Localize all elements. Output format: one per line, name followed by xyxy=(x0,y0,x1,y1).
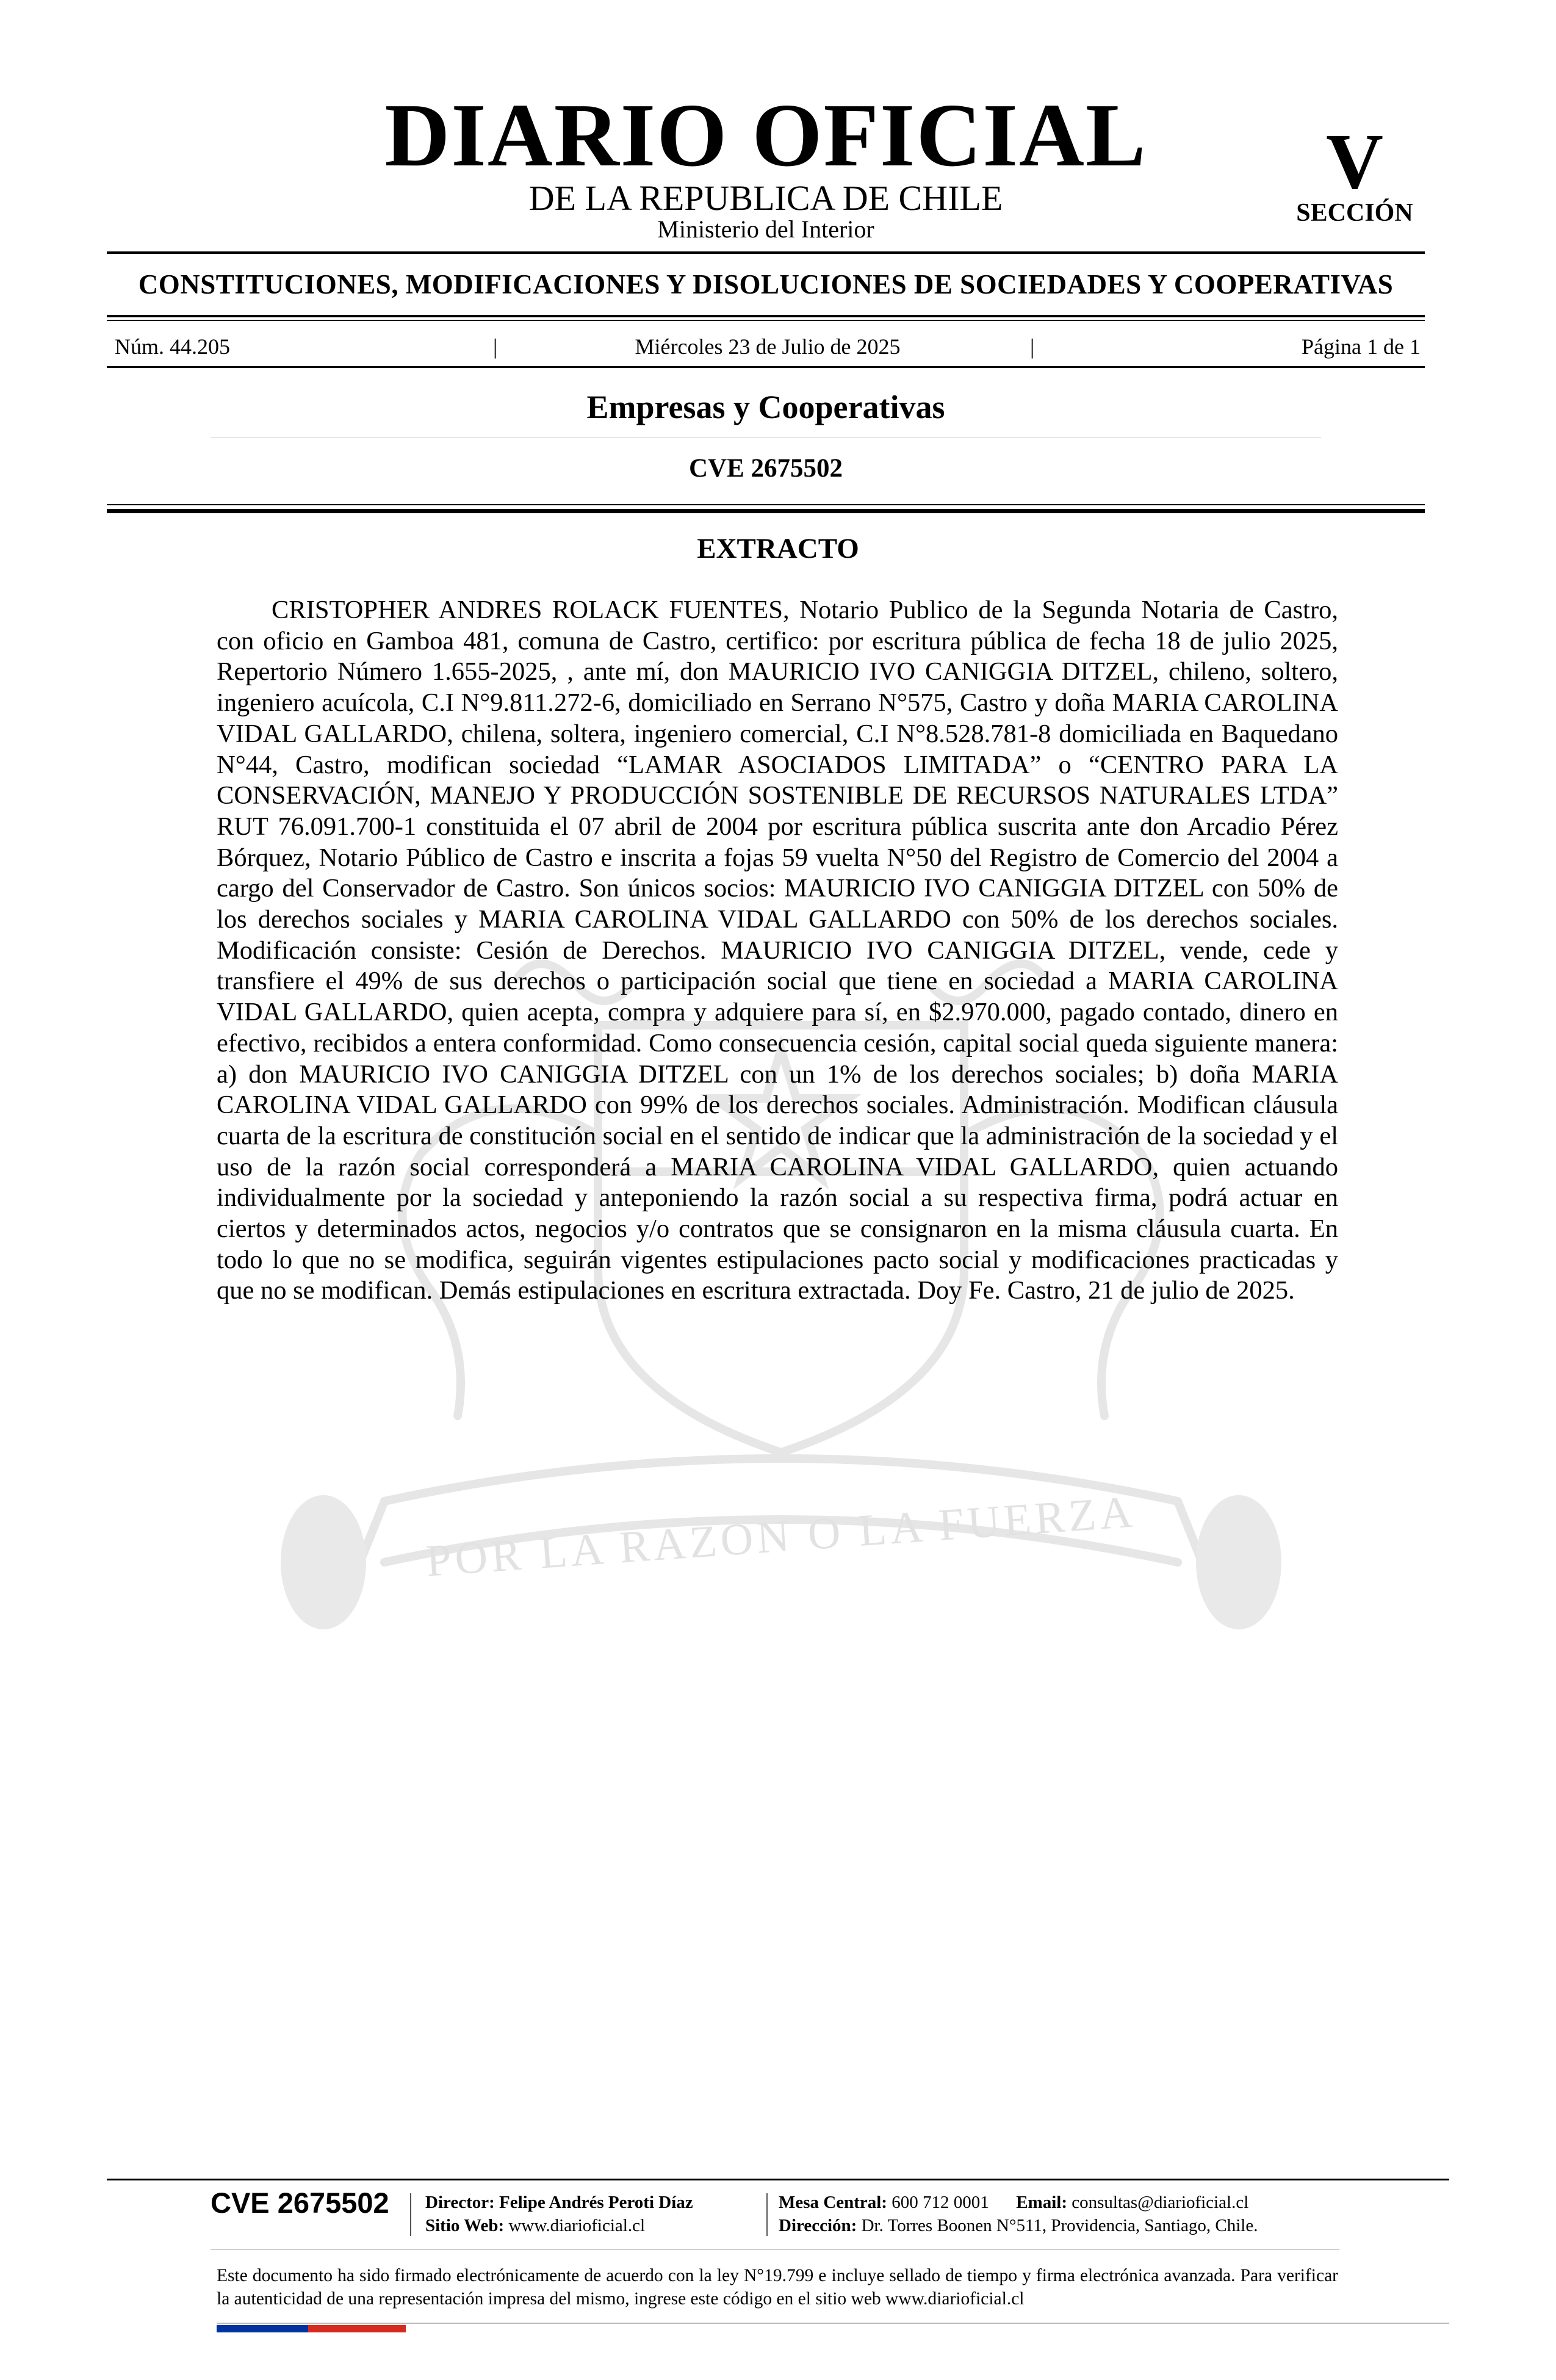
issue-date: Miércoles 23 de Julio de 2025 xyxy=(635,334,901,359)
issue-number: Núm. 44.205 xyxy=(115,334,230,359)
issue-info xyxy=(115,334,1421,359)
issue-separator: | xyxy=(493,334,498,359)
topic-rule xyxy=(211,437,1321,438)
email-label: Email: xyxy=(1016,2193,1067,2212)
email-link[interactable]: consultas@diarioficial.cl xyxy=(1072,2193,1249,2212)
footer-rule xyxy=(107,2179,1449,2180)
director-label: Director: xyxy=(425,2193,495,2212)
flag-stripe-red xyxy=(308,2325,406,2332)
section-letter: V xyxy=(1326,118,1383,206)
document-title: EXTRACTO xyxy=(697,533,859,564)
cve-code: CVE 2675502 xyxy=(688,454,843,483)
flag-stripe-blue xyxy=(217,2325,308,2332)
phone-value: 600 712 0001 xyxy=(891,2193,989,2212)
category-rule xyxy=(107,315,1425,317)
footer-bottom-rule xyxy=(217,2323,1449,2324)
masthead-subtitle: DE LA REPUBLICA DE CHILE xyxy=(528,178,1003,218)
category-rule-thin xyxy=(107,320,1425,321)
header-rule xyxy=(107,251,1425,254)
footer-cve-code: CVE 2675502 xyxy=(211,2187,389,2219)
footer-address xyxy=(779,2214,1258,2237)
footer-legal-notice: Este documento ha sido firmado electrónicamente de acuerdo con la ley N°19.799 e incluye sellado de tiempo y firma electrónica avanzada. Para verificar la autenticidad de una representación impresa del mismo, ingrese este código en el sitio web www.diarioficial.cl xyxy=(217,2266,1338,2309)
topic-heading: Empresas y Cooperativas xyxy=(586,389,945,425)
footer-rule-thin xyxy=(211,2249,1339,2250)
footer-divider xyxy=(766,2193,768,2236)
issue-rule xyxy=(107,366,1425,368)
footer-website xyxy=(425,2214,645,2237)
footer-director xyxy=(425,2191,693,2214)
website-label: Sitio Web: xyxy=(425,2216,505,2235)
masthead-ministry: Ministerio del Interior xyxy=(657,215,874,243)
body-top-rule xyxy=(107,504,1425,505)
footer-divider xyxy=(410,2193,411,2236)
director-name: Felipe Andrés Peroti Díaz xyxy=(499,2193,693,2212)
footer-contact xyxy=(779,2191,1248,2214)
address-label: Dirección: xyxy=(779,2216,857,2235)
category-heading: CONSTITUCIONES, MODIFICACIONES Y DISOLUCIONES DE SOCIEDADES Y COOPERATIVAS xyxy=(138,269,1394,300)
address-value: Dr. Torres Boonen N°511, Providencia, Santiago, Chile. xyxy=(861,2216,1258,2235)
page-number: Página 1 de 1 xyxy=(1302,334,1421,359)
phone-label: Mesa Central: xyxy=(779,2193,887,2212)
watermark-motto: POR LA RAZON O LA FUERZA xyxy=(424,1487,1138,1587)
issue-separator: | xyxy=(1030,334,1035,359)
body-top-rule-thick xyxy=(107,509,1425,513)
website-link[interactable]: www.diarioficial.cl xyxy=(508,2216,646,2235)
section-label: SECCIÓN xyxy=(1296,199,1413,227)
document-body: CRISTOPHER ANDRES ROLACK FUENTES, Notario Publico de la Segunda Notaria de Castro, con oficio en Gamboa 481, comuna de Castro, certifico: por escritura pública de fecha 18 de julio 2025, Repertorio Número 1.655-2025, , ante mí, don MAURICIO IVO CANIGGIA DITZEL, chileno, soltero, ingeniero acuícola, C.I N°9.811.272-6, domiciliado en Serrano N°575, Castro y doña MARIA CAROLINA VIDAL GALLARDO, chilena, soltera, ingeniero comercial, C.I N°8.528.781-8 domiciliada en Baquedano N°44, Castro, modifican sociedad “LAMAR ASOCIADOS LIMITADA” o “CENTRO PARA LA CONSERVACIÓN, MANEJO Y PRODUCCIÓN SOSTENIBLE DE RECURSOS NATURALES LTDA” RUT 76.091.700-1 constituida el 07 abril de 2004 por escritura pública suscrita ante don Arcadio Pérez Bórquez, Notario Público de Castro e inscrita a fojas 59 vuelta N°50 del Registro de Comercio del 2004 a cargo del Conservador de Castro. Son únicos socios: MAURICIO IVO CANIGGIA DITZEL con 50% de los derechos sociales y MARIA CAROLINA VIDAL GALLARDO con 50% de los derechos sociales. Modificación consiste: Cesión de Derechos. MAURICIO IVO CANIGGIA DITZEL, vende, cede y transfiere el 49% de sus derechos o participación social que tiene en sociedad a MARIA CAROLINA VIDAL GALLARDO, quien acepta, compra y adquiere para sí, en $2.970.000, pagado contado, dinero en efectivo, recibidos a entera conformidad. Como consecuencia cesión, capital social queda siguiente manera: a) don MAURICIO IVO CANIGGIA DITZEL con un 1% de los derechos sociales; b) doña MARIA CAROLINA VIDAL GALLARDO con 99% de los derechos sociales. Administración. Modifican cláusula cuarta de la escritura de constitución social en el sentido de indicar que la administración de la sociedad y el uso de la razón social corresponderá a MARIA CAROLINA VIDAL GALLARDO, quien actuando individualmente por la sociedad y anteponiendo la razón social a su respectiva firma, podrá actuar en ciertos y determinados actos, negocios y/o contratos que se consignaron en la misma cláusula cuarta. En todo lo que no se modifica, seguirán vigentes estipulaciones pacto social y modificaciones practicadas y que no se modifican. Demás estipulaciones en escritura extractada. Doy Fe. Castro, 21 de julio de 2025. xyxy=(217,596,1338,1305)
masthead-title: DIARIO OFICIAL xyxy=(384,85,1147,186)
